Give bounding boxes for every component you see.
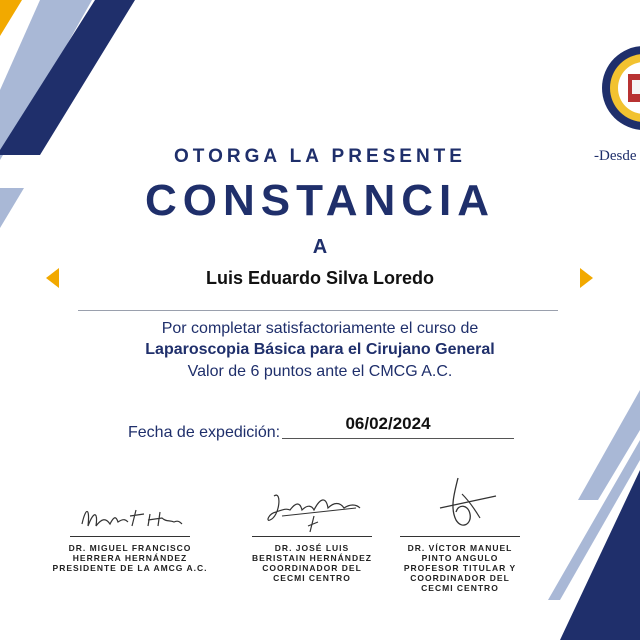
course-name: Laparoscopia Básica para el Cirujano General [145,341,495,358]
institution-seal-logo [600,40,640,140]
signatory-1-name: DR. MIGUEL FRANCISCO HERRERA HERNÁNDEZ PRESIDENTE DE LA AMCG A.C. [52,543,208,573]
right-arrow-icon [580,268,593,288]
handwritten-signature-1 [70,496,190,536]
signature-line-1 [70,536,190,537]
heading-a: A [312,236,328,258]
recipient-name: Luis Eduardo Silva Loredo [205,268,435,288]
description-points: Valor de 6 puntos ante el CMCG A.C. [187,363,453,380]
signature-line-3 [400,536,520,537]
signature-line-2 [252,536,372,537]
issue-date-label: Fecha de expedición: [128,424,281,441]
certificate-title: CONSTANCIA [144,176,496,225]
name-underline [78,310,558,311]
issue-date-underline [282,438,514,439]
issue-date-value: 06/02/2024 [345,414,431,433]
signature-block-1 [40,496,220,573]
heading-otorga: OTORGA LA PRESENTE [174,146,466,167]
handwritten-signature-2 [252,486,372,536]
description-line1: Por completar satisfactoriamente el curso de [161,320,479,337]
signatory-2-name: DR. JOSÉ LUIS BERISTAIN HERNÁNDEZ COORDINADOR DEL CECMI CENTRO [252,543,372,583]
seal-tagline: -Desde [594,148,637,164]
signatory-3-name: DR. VÍCTOR MANUEL PINTO ANGULO PROFESOR TITULAR Y COORDINADOR DEL CECMI CENTRO [403,543,517,593]
signature-block-3 [370,474,550,593]
handwritten-signature-3 [400,474,520,536]
